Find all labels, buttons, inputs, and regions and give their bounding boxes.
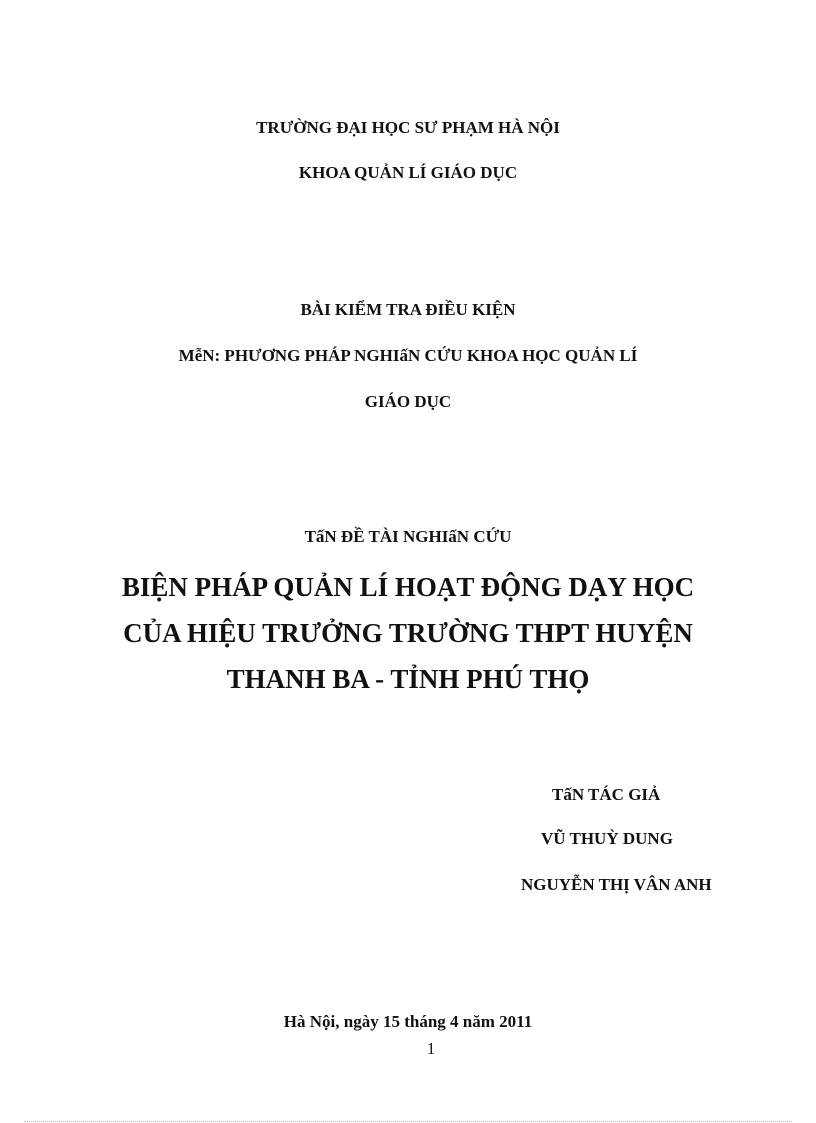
university-name: TRƯỜNG ĐẠI HỌC SƯ PHẠM HÀ NỘI — [256, 118, 560, 137]
page-bottom-border — [24, 1121, 792, 1122]
topic-title-line-1: BIỆN PHÁP QUẢN LÍ HOẠT ĐỘNG DẠY HỌC — [121, 572, 695, 602]
topic-title-line-2: CỦA HIỆU TRƯỞNG TRƯỜNG THPT HUYỆN — [123, 618, 693, 648]
subject-line-2: GIÁO DỤC — [364, 392, 452, 411]
subject-line-1: MễN: PHƯƠNG PHÁP NGHIấN CỨU KHOA HỌC QUẢN LÍ — [178, 346, 638, 365]
place-and-date: Hà Nội, ngày 15 tháng 4 năm 2011 — [283, 1012, 533, 1031]
author-name: VŨ THUỲ DUNG — [541, 829, 673, 848]
authors-label: TấN TÁC GIẢ — [552, 785, 661, 804]
topic-title-line-3: THANH BA - TỈNH PHÚ THỌ — [226, 664, 590, 694]
faculty-name: KHOA QUẢN LÍ GIÁO DỤC — [298, 163, 518, 182]
exam-title: BÀI KIỂM TRA ĐIỀU KIỆN — [300, 300, 516, 319]
topic-label: TấN ĐỀ TÀI NGHIấN CỨU — [304, 527, 512, 546]
page-number: 1 — [426, 1039, 436, 1058]
author-name: NGUYỄN THỊ VÂN ANH — [521, 875, 712, 894]
